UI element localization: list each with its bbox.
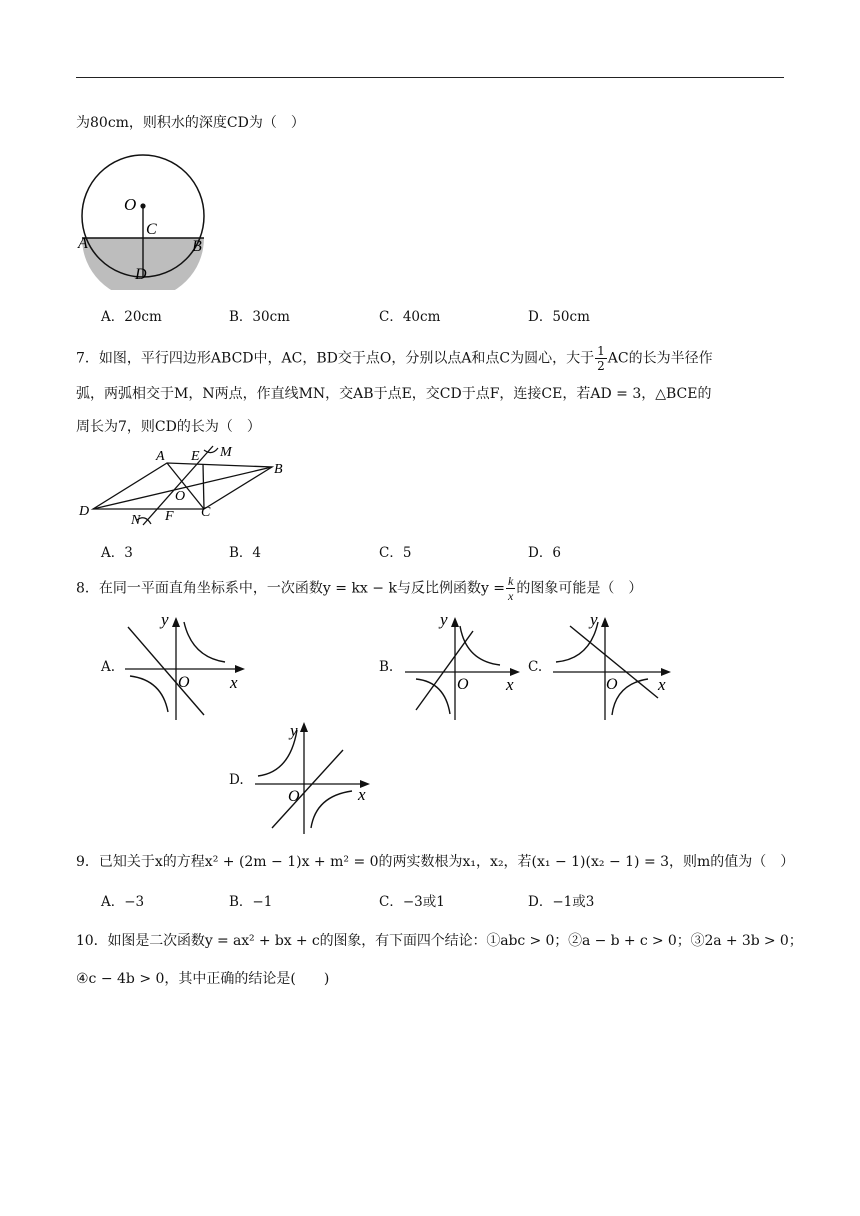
q8-b-x-label: x [506, 675, 514, 694]
q8-graph-a[interactable] [120, 612, 250, 722]
q8-stem [76, 575, 642, 602]
q6-option-d[interactable]: D．50cm [528, 309, 590, 325]
q8-b-origin-label: O [457, 676, 469, 693]
q7-option-a[interactable]: A．3 [101, 545, 133, 561]
q7-frac-num: 1 [597, 344, 605, 358]
q9-option-c[interactable]: C．−3或1 [379, 894, 445, 910]
q9-option-a[interactable]: A．−3 [101, 894, 145, 910]
q6-option-c[interactable]: C．40cm [379, 309, 441, 325]
q6-label-C: C [146, 221, 157, 238]
q8-option-b-label[interactable]: B. [379, 659, 394, 675]
q7-fraction-half [595, 345, 607, 372]
q6-option-b[interactable]: B．30cm [229, 309, 290, 325]
q8-c-x-label: x [658, 675, 666, 694]
q8-c-origin-label: O [606, 676, 618, 693]
q10-stem-line2: ④c − 4b > 0，其中正确的结论是( ) [76, 971, 330, 987]
q8-c-y-label: y [590, 612, 598, 629]
q6-stem-continuation: 为80cm，则积水的深度CD为（ ） [76, 115, 305, 131]
q7-stem-line1-a: 7．如图，平行四边形ABCD中，AC，BD交于点O，分别以点A和点C为圆心，大于 [76, 350, 595, 367]
q7-label-B: B [274, 462, 283, 477]
q7-option-d[interactable]: D．6 [528, 545, 561, 561]
q7-label-E: E [191, 449, 200, 464]
q8-graph-c[interactable] [548, 612, 678, 722]
q8-option-c-label[interactable]: C. [528, 659, 543, 675]
q7-stem-line1 [76, 345, 713, 372]
q8-a-origin-label: O [178, 674, 190, 691]
q8-a-x-label: x [230, 673, 238, 692]
q8-graph-d[interactable] [250, 716, 375, 836]
q8-stem-b: 的图象可能是（ ） [516, 580, 643, 597]
q8-d-y-label: y [290, 721, 298, 740]
q6-figure-circle [72, 150, 222, 290]
q7-stem-line3: 周长为7，则CD的长为（ ） [76, 419, 261, 435]
q7-option-c[interactable]: C．5 [379, 545, 412, 561]
q8-d-x-label: x [358, 785, 366, 804]
q6-option-a[interactable]: A．20cm [101, 309, 162, 325]
q8-a-y-label: y [161, 612, 169, 629]
q6-label-D: D [135, 266, 147, 283]
header-rule [76, 77, 784, 78]
q8-option-d-label[interactable]: D. [229, 772, 244, 788]
q7-label-D: D [79, 504, 90, 519]
q8-b-y-label: y [440, 612, 448, 629]
q7-label-M: M [220, 445, 232, 460]
q9-stem: 9．已知关于x的方程x² + (2m − 1)x + m² = 0的两实数根为x₁，x₂，若(x₁ − 1)(x₂ − 1) = 3，则m的值为（ ） [76, 854, 795, 870]
q8-fraction-k-over-x [506, 575, 515, 602]
q7-label-N: N [131, 513, 141, 528]
q7-option-b[interactable]: B．4 [229, 545, 262, 561]
q8-option-a-label[interactable]: A. [101, 659, 116, 675]
q7-label-F: F [165, 509, 174, 524]
q7-frac-den: 2 [597, 359, 605, 373]
q6-label-B: B [192, 238, 202, 255]
q7-label-A: A [156, 449, 165, 464]
q7-label-C: C [201, 505, 211, 520]
q9-option-d[interactable]: D．−1或3 [528, 894, 595, 910]
q7-label-O: O [175, 489, 186, 504]
q8-stem-a: 8．在同一平面直角坐标系中，一次函数y = kx − k与反比例函数y = [76, 580, 506, 597]
q7-stem-line1-b: AC的长为半径作 [607, 350, 713, 367]
q7-stem-line2: 弧，两弧相交于M，N两点，作直线MN，交AB于点E，交CD于点F，连接CE，若AD = 3，△BCE的 [76, 386, 712, 402]
q9-option-b[interactable]: B．−1 [229, 894, 273, 910]
q8-frac-den: x [508, 589, 514, 603]
q7-figure-parallelogram [76, 440, 296, 532]
q10-stem-line1: 10．如图是二次函数y = ax² + bx + c的图象，有下面四个结论：①abc > 0；②a − b + c > 0；③2a + 3b > 0； [76, 933, 803, 949]
q6-label-O: O [124, 195, 137, 214]
q8-d-origin-label: O [288, 788, 300, 805]
q6-label-A: A [78, 235, 88, 252]
q8-frac-num: k [508, 574, 514, 588]
q8-graph-b[interactable] [400, 612, 525, 722]
